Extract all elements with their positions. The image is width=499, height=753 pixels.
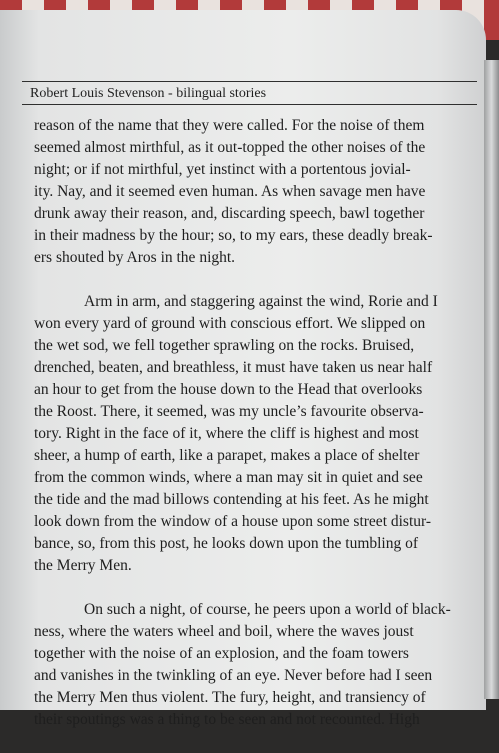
- text-line: their spoutings was a thing to be seen and not recounted. High: [34, 711, 420, 728]
- text-line: in their madness by the hour; so, to my ears, these deadly break-: [34, 227, 433, 244]
- text-line: sheer, a hump of earth, like a parapet, makes a place of shelter: [34, 447, 420, 464]
- text-line: drunk away their reason, and, discarding speech, bawl together: [34, 205, 425, 222]
- paragraph-1: [34, 115, 480, 269]
- text-line: ers shouted by Aros in the night.: [34, 249, 236, 266]
- text-line: the Merry Men.: [34, 557, 132, 574]
- header-rule-bottom: [22, 104, 477, 105]
- text-line: the wet sod, we fell together sprawling on the rocks. Bruised,: [34, 337, 415, 354]
- text-line: the Merry Men thus violent. The fury, height, and transiency of: [34, 689, 426, 706]
- text-line: together with the noise of an explosion, and the foam towers: [34, 645, 409, 662]
- text-line: won every yard of ground with conscious effort. We slipped on: [34, 315, 426, 332]
- text-line: from the common winds, where a man may sit in quiet and see: [34, 469, 423, 486]
- text-line: and vanishes in the twinkling of an eye. Never before had I seen: [34, 667, 433, 684]
- text-line: night; or if not mirthful, yet instinct with a portentous jovial-: [34, 161, 411, 178]
- text-line: drenched, beaten, and breathless, it must have taken us near half: [34, 359, 433, 376]
- text-line: the Roost. There, it seemed, was my uncle’s favourite observa-: [34, 403, 424, 420]
- running-title: Robert Louis Stevenson - bilingual stories: [30, 86, 267, 101]
- text-line: ity. Nay, and it seemed even human. As when savage men have: [34, 183, 426, 200]
- text-line: reason of the name that they were called. For the noise of them: [34, 117, 425, 134]
- paragraph-2: [34, 291, 480, 577]
- body-text: [34, 115, 480, 753]
- page-edge: [484, 60, 499, 699]
- header-rule-top: [22, 81, 477, 82]
- text-line: bance, so, from this post, he looks down upon the tumbling of: [34, 535, 419, 552]
- text-line: the tide and the mad billows contending at his feet. As he might: [34, 491, 429, 508]
- text-line: ness, where the waters wheel and boil, where the waves joust: [34, 623, 414, 640]
- text-line: tory. Right in the face of it, where the cliff is highest and most: [34, 425, 419, 442]
- text-line: Arm in arm, and staggering against the wind, Rorie and I: [84, 293, 438, 310]
- running-header: [22, 78, 477, 112]
- paragraph-3: [34, 599, 480, 731]
- text-line: look down from the window of a house upon some street distur-: [34, 513, 432, 530]
- text-line: On such a night, of course, he peers upon a world of black-: [84, 601, 451, 618]
- text-line: an hour to get from the house down to the Head that overlooks: [34, 381, 423, 398]
- text-line: seemed almost mirthful, as it out-topped the other noises of the: [34, 139, 426, 156]
